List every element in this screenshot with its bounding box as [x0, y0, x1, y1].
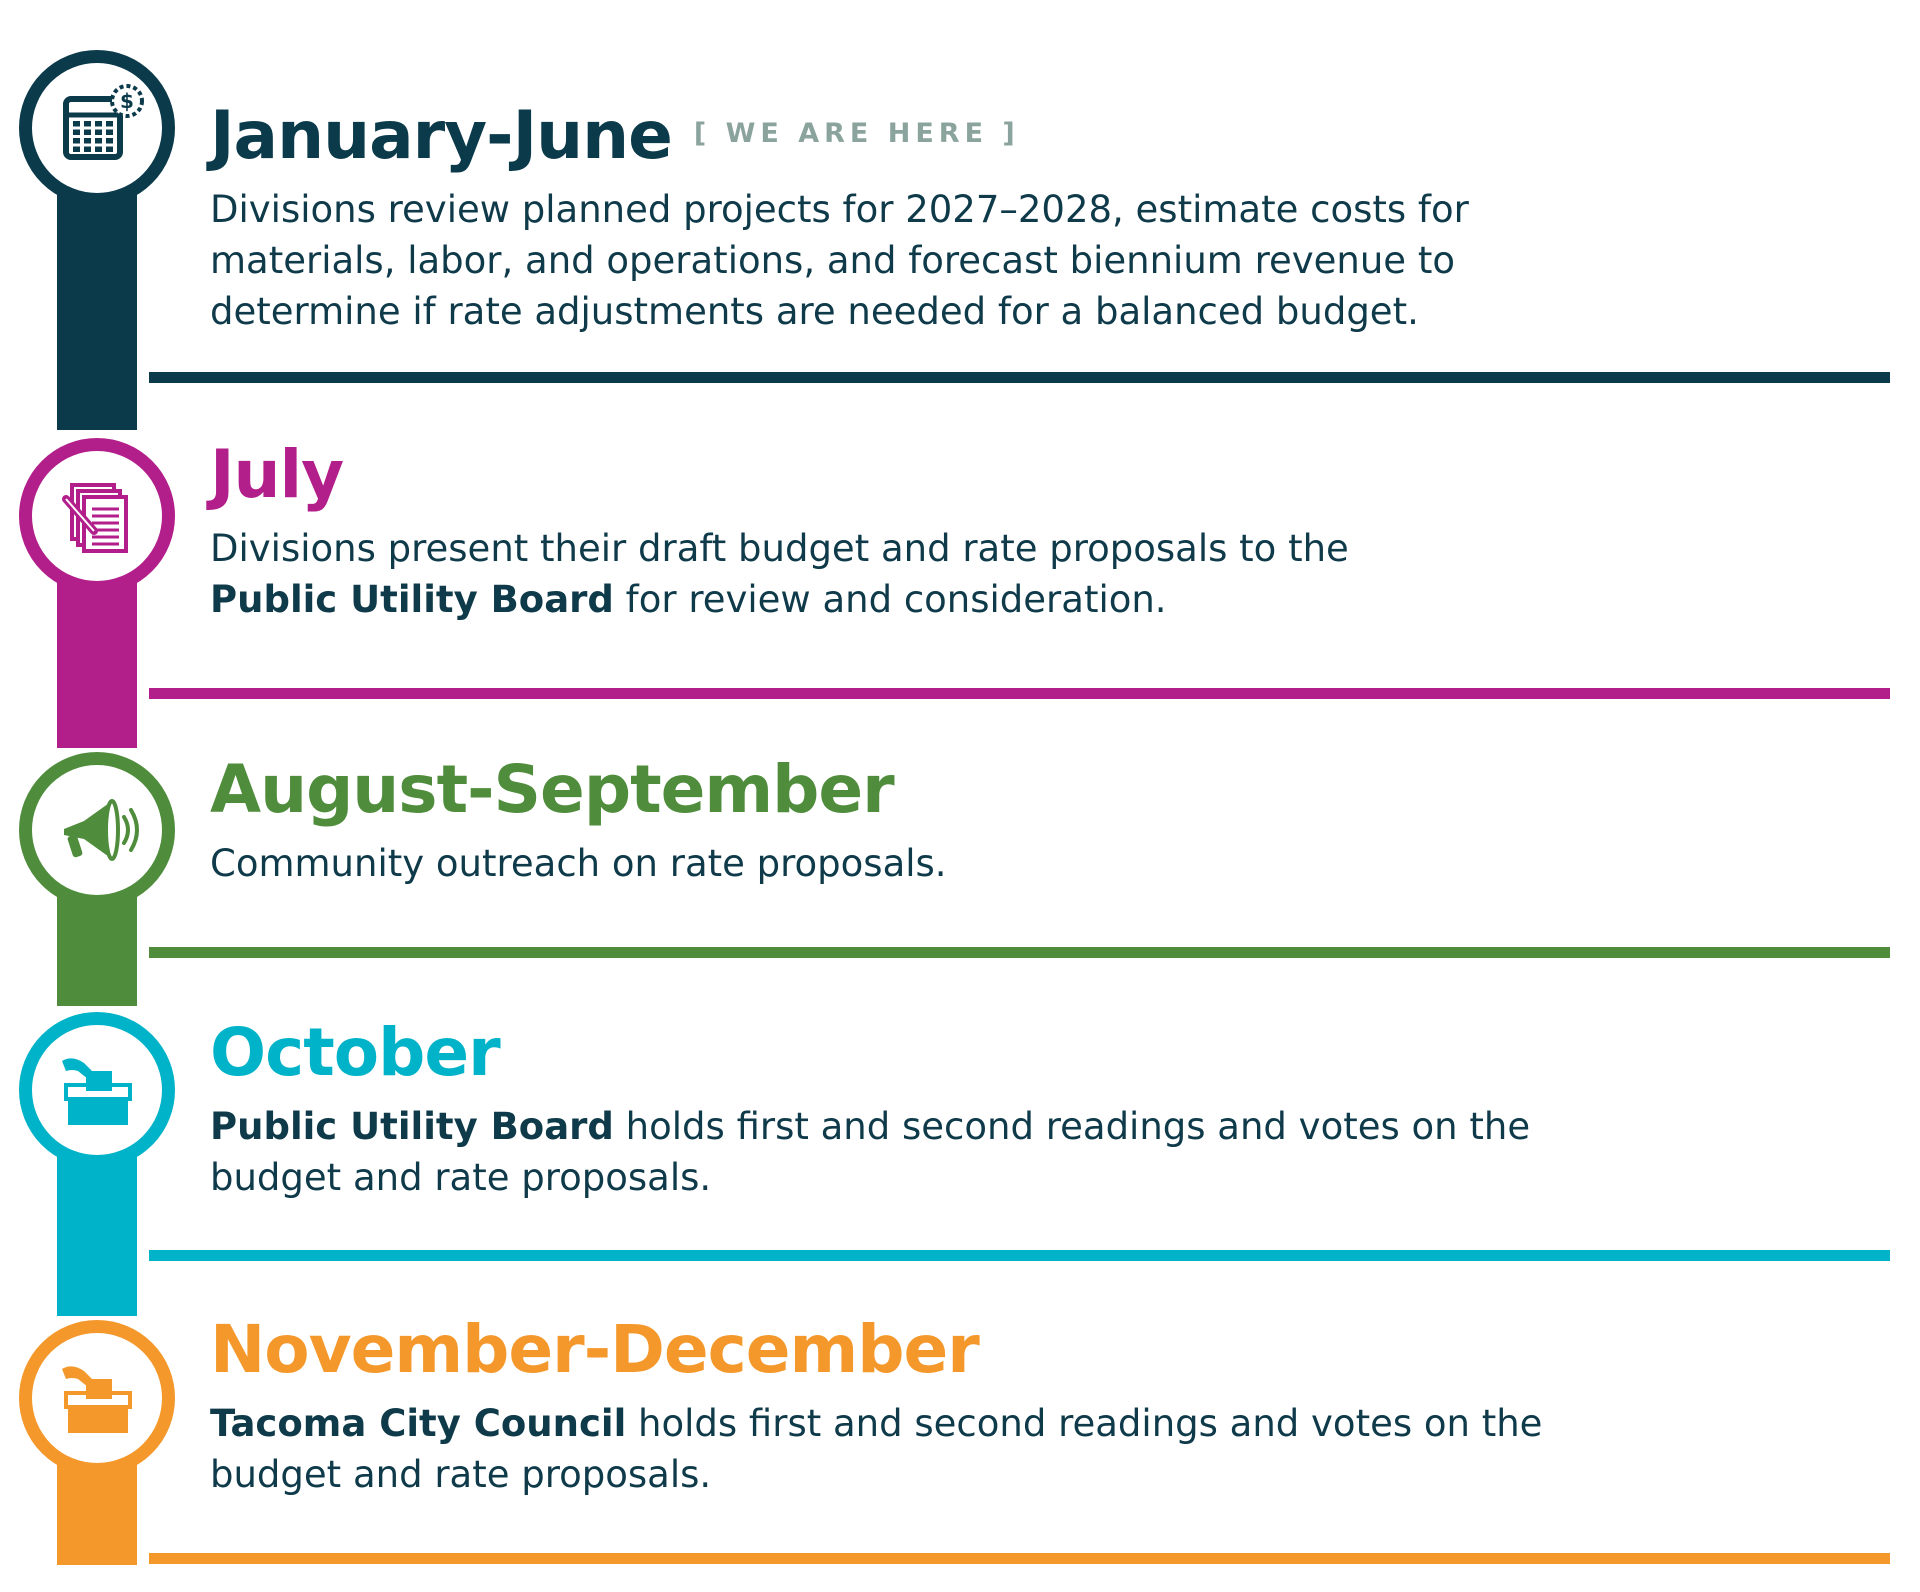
stage-period-heading — [210, 1312, 1860, 1388]
stage-description — [210, 184, 1860, 337]
description-emphasis: Public Utility Board — [210, 578, 614, 621]
description-text: budget and rate proposals. — [210, 1156, 712, 1199]
timeline-stage — [210, 96, 1860, 337]
description-line — [210, 235, 1860, 286]
stage-period-label: August-September — [210, 751, 894, 828]
stage-divider — [149, 947, 1890, 958]
stage-description — [210, 1101, 1860, 1203]
stage-icon-ring — [19, 438, 175, 594]
description-text: Divisions review planned projects for 2027–2028, estimate costs for — [210, 188, 1469, 231]
megaphone-icon — [32, 765, 162, 895]
stage-period-heading — [210, 1015, 1860, 1091]
stage-divider — [149, 1553, 1890, 1564]
ballot-box-icon — [32, 1333, 162, 1463]
description-text: materials, labor, and operations, and forecast biennium revenue to — [210, 239, 1455, 282]
documents-pencil-icon — [32, 451, 162, 581]
stage-period-label: November-December — [210, 1311, 979, 1388]
stage-description — [210, 1398, 1860, 1500]
stage-description — [210, 838, 1860, 889]
description-line — [210, 574, 1860, 625]
timeline-stage — [210, 1312, 1860, 1500]
description-text: for review and consideration. — [613, 578, 1167, 621]
description-line — [210, 1449, 1860, 1500]
description-text: holds first and second readings and votes on the — [626, 1402, 1543, 1445]
stage-period-label: January-June — [210, 97, 672, 174]
ballot-box-icon — [32, 1025, 162, 1155]
stage-period-heading — [210, 96, 1860, 174]
description-text: holds first and second readings and votes on the — [613, 1105, 1531, 1148]
description-emphasis: Tacoma City Council — [210, 1402, 627, 1445]
description-text: Divisions present their draft budget and rate proposals to the — [210, 527, 1349, 570]
stage-description — [210, 523, 1860, 625]
stage-period-label: July — [210, 436, 344, 513]
stage-period-heading — [210, 437, 1860, 513]
stage-icon-ring — [19, 752, 175, 908]
stage-icon-ring — [19, 50, 175, 206]
description-line — [210, 286, 1860, 337]
timeline-stage — [210, 1015, 1860, 1203]
description-text: budget and rate proposals. — [210, 1453, 712, 1496]
stage-divider — [149, 372, 1890, 383]
calendar-dollar-icon — [32, 63, 162, 193]
stage-divider — [149, 1250, 1890, 1261]
we-are-here-badge: [ WE ARE HERE ] — [693, 118, 1020, 149]
description-line — [210, 184, 1860, 235]
stage-icon-ring — [19, 1320, 175, 1476]
stage-icon-ring — [19, 1012, 175, 1168]
description-line — [210, 1152, 1860, 1203]
description-line — [210, 523, 1860, 574]
description-line — [210, 1398, 1860, 1449]
svg-text:$: $ — [120, 89, 134, 113]
stage-period-heading — [210, 752, 1860, 828]
stage-period-label: October — [210, 1014, 500, 1091]
description-text: determine if rate adjustments are needed for a balanced budget. — [210, 290, 1419, 333]
description-text: Community outreach on rate proposals. — [210, 842, 947, 885]
description-line — [210, 1101, 1860, 1152]
timeline-rail-segment — [57, 185, 137, 430]
timeline-stage — [210, 752, 1860, 889]
description-line — [210, 838, 1860, 889]
timeline-stage — [210, 437, 1860, 625]
stage-divider — [149, 688, 1890, 699]
description-emphasis: Public Utility Board — [210, 1105, 614, 1148]
